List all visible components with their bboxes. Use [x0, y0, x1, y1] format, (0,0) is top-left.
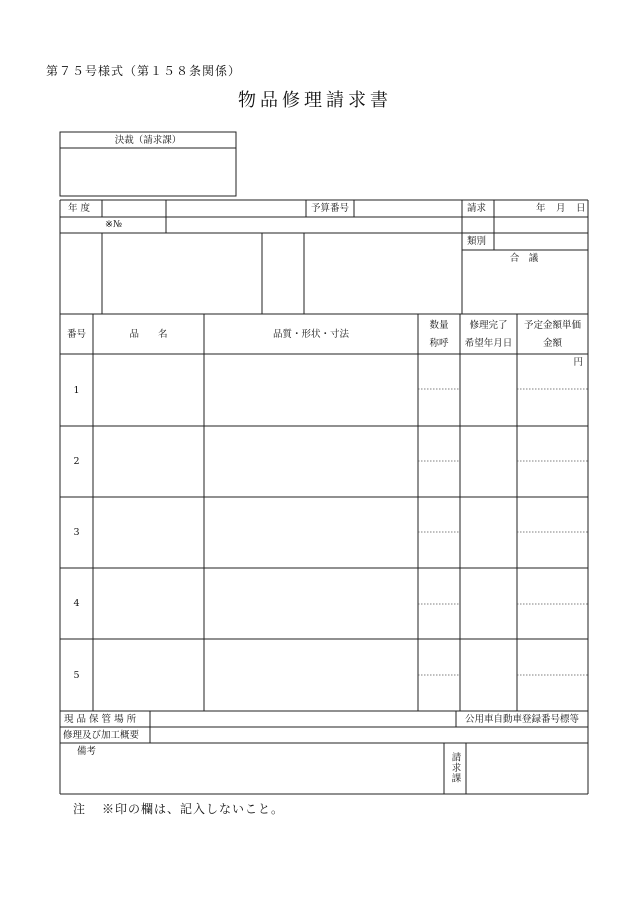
- header-spec: 品質・形状・寸法: [272, 329, 349, 340]
- row-number: 5: [73, 670, 80, 681]
- approval-label: 決裁（請求課）: [114, 135, 182, 146]
- header-unit-price: 予定金額単価: [523, 320, 581, 331]
- category-field[interactable]: [495, 234, 587, 249]
- footer-note: [73, 800, 284, 817]
- form-number-label: 第７５号様式（第１５８条関係）: [46, 64, 242, 78]
- vehicle-number-label: 公用車自動車登録番号標等: [464, 714, 579, 725]
- row-number: 1: [73, 385, 80, 396]
- header-desired-date: 希望年月日: [464, 338, 513, 349]
- storage-location-label: 現 品 保 管 場 所: [64, 714, 137, 725]
- document-number-label: ※№: [105, 219, 122, 230]
- request-label: 請求: [467, 203, 487, 214]
- header-repair-done: 修理完了: [469, 320, 508, 331]
- repair-summary-label: 修理及び加工概要: [63, 730, 140, 741]
- header-no: 番号: [66, 329, 86, 340]
- requesting-section-label: 請求課: [449, 752, 461, 784]
- storage-location-field[interactable]: [151, 712, 455, 726]
- consultation-label: 合 議: [509, 253, 539, 264]
- header-quantity: 数量: [429, 320, 449, 331]
- row-number: 3: [73, 527, 80, 538]
- note-text: ※印の欄は、記入しないこと。: [102, 802, 285, 816]
- budget-number-field[interactable]: [355, 201, 461, 216]
- note-prefix: 注: [73, 802, 87, 816]
- yen-unit: 円: [573, 357, 583, 368]
- remarks-label: 備考: [77, 746, 97, 757]
- request-date-day: 日: [576, 203, 586, 214]
- repair-summary-field[interactable]: [151, 728, 587, 742]
- header-amount: 金額: [542, 338, 562, 349]
- header-unit-name: 称呼: [429, 338, 449, 349]
- request-date-year: 年: [536, 203, 546, 214]
- category-label: 類別: [467, 236, 487, 247]
- row-number: 2: [73, 456, 80, 467]
- approval-signature-area[interactable]: [61, 149, 235, 195]
- header-item-name: 品 名: [129, 329, 168, 340]
- budget-number-label: 予算番号: [311, 203, 350, 214]
- fiscal-year-label: 年 度: [68, 203, 91, 214]
- row-number: 4: [73, 598, 80, 609]
- fiscal-year-field[interactable]: [103, 201, 165, 216]
- requesting-section-seal-area[interactable]: [467, 744, 587, 793]
- request-date-month: 月: [556, 203, 566, 214]
- remarks-field[interactable]: [61, 760, 443, 793]
- document-title: 物品修理請求書: [238, 90, 392, 111]
